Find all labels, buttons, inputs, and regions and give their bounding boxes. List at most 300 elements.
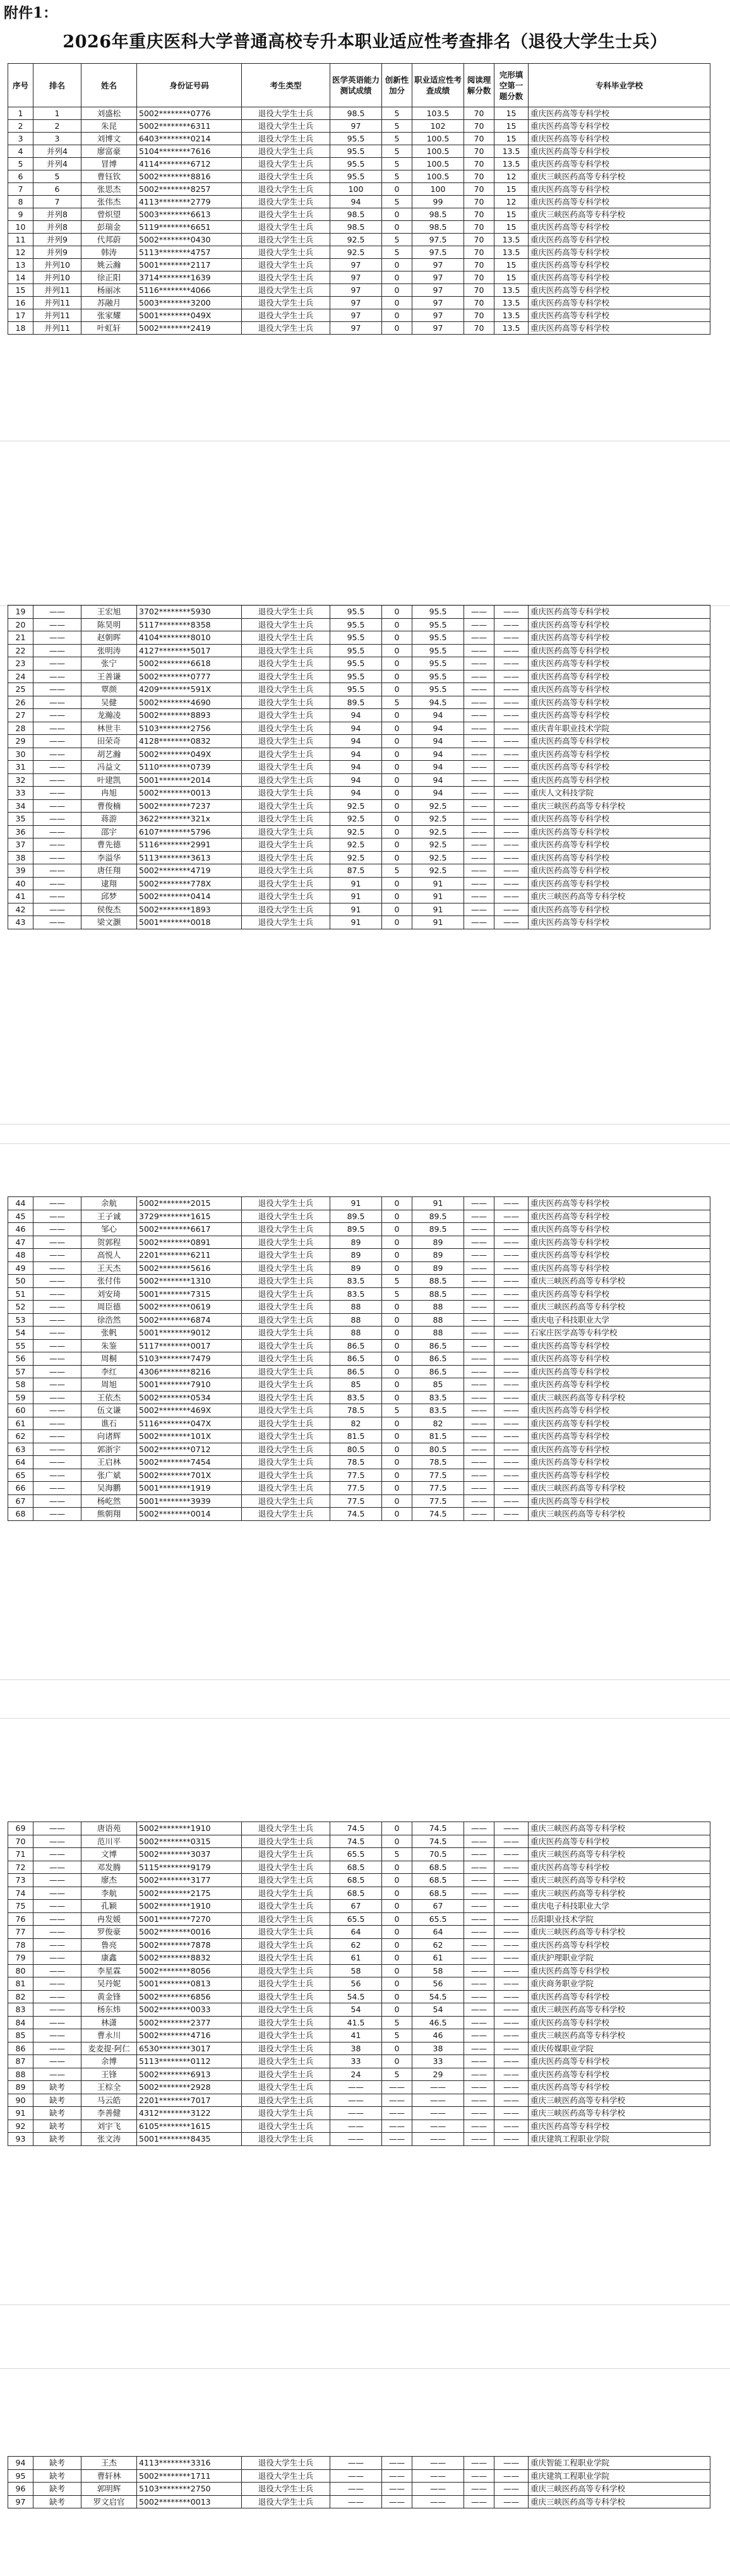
table-row: [8, 271, 710, 284]
table-cell: ——: [464, 1482, 494, 1495]
table-cell: ——: [33, 761, 81, 774]
table-cell: ——: [330, 2081, 382, 2094]
table-cell: 0: [382, 851, 412, 864]
table-cell: 15: [494, 221, 529, 234]
table-cell: ——: [494, 1301, 529, 1314]
table-cell: 重庆医药高等专科学校: [529, 1964, 710, 1977]
table-cell: 5002********8893: [137, 709, 242, 722]
table-cell: 86.5: [330, 1352, 382, 1366]
table-cell: 5104********7616: [137, 145, 242, 158]
table-cell: ——: [382, 2469, 412, 2483]
table-cell: 周旭: [81, 1378, 137, 1392]
table-cell: ——: [464, 877, 494, 890]
page-break: [0, 441, 730, 606]
table-cell: 重庆三峡医药高等专科学校: [529, 799, 710, 813]
table-row: [8, 1508, 710, 1521]
table-cell: 吴丹妮: [81, 1977, 137, 1991]
table-cell: 42: [8, 903, 33, 916]
table-cell: ——: [33, 864, 81, 878]
table-row: [8, 1365, 710, 1378]
table-cell: ——: [494, 2068, 529, 2081]
table-cell: 5115********9179: [137, 1861, 242, 1874]
table-cell: 70: [464, 322, 494, 335]
table-cell: 70: [464, 170, 494, 183]
table-row: [8, 1236, 710, 1249]
table-cell: 4104********8010: [137, 631, 242, 645]
table-cell: 5002********0013: [137, 2495, 242, 2508]
table-cell: 退役大学生士兵: [242, 644, 330, 657]
table-cell: 5002********3177: [137, 1874, 242, 1887]
table-cell: 94: [330, 748, 382, 761]
table-cell: 退役大学生士兵: [242, 309, 330, 322]
table-cell: 3702********5930: [137, 605, 242, 619]
table-cell: 70: [464, 284, 494, 297]
table-cell: 代邦蔚: [81, 234, 137, 246]
table-cell: 0: [382, 787, 412, 800]
table-cell: 33: [330, 2055, 382, 2068]
table-cell: 唐任翔: [81, 864, 137, 878]
table-cell: 5119********6651: [137, 221, 242, 234]
table-cell: 4306********8216: [137, 1365, 242, 1378]
table-cell: ——: [33, 1822, 81, 1835]
table-cell: 95.5: [330, 618, 382, 631]
table-cell: 5113********0112: [137, 2055, 242, 2068]
table-cell: 0: [382, 1912, 412, 1926]
table-row: [8, 761, 710, 774]
table-cell: 13.5: [494, 234, 529, 246]
table-cell: 重庆医药高等专科学校: [529, 246, 710, 259]
table-cell: 83.5: [412, 1391, 464, 1404]
table-cell: 退役大学生士兵: [242, 1404, 330, 1417]
table-cell: 88: [8, 2068, 33, 2081]
table-cell: ——: [494, 605, 529, 619]
table-cell: ——: [464, 2469, 494, 2483]
table-cell: 重庆医药高等专科学校: [529, 284, 710, 297]
table-cell: 0: [382, 825, 412, 838]
table-cell: 15: [8, 284, 33, 297]
table-cell: 5002********1910: [137, 1900, 242, 1913]
table-cell: 38: [8, 851, 33, 864]
table-row: [8, 183, 710, 196]
table-cell: 0: [382, 2003, 412, 2017]
table-cell: 韩涛: [81, 246, 137, 259]
table-cell: ——: [464, 1404, 494, 1417]
table-cell: 胡艺瀚: [81, 748, 137, 761]
table-cell: 25: [8, 683, 33, 696]
table-cell: ——: [382, 2120, 412, 2133]
table-row: [8, 196, 710, 208]
table-cell: 5: [382, 1275, 412, 1288]
table-cell: ——: [494, 1378, 529, 1392]
table-cell: 0: [382, 877, 412, 890]
table-cell: 91: [330, 916, 382, 929]
table-cell: 102: [412, 120, 464, 133]
table-cell: 6530********3017: [137, 2042, 242, 2055]
table-cell: 退役大学生士兵: [242, 1874, 330, 1887]
table-cell: ——: [494, 825, 529, 838]
table-cell: 59: [8, 1391, 33, 1404]
table-cell: 5: [382, 1848, 412, 1861]
table-cell: 4209********591X: [137, 683, 242, 696]
table-cell: 5103********2750: [137, 2483, 242, 2496]
table-cell: 退役大学生士兵: [242, 1494, 330, 1508]
table-cell: ——: [464, 644, 494, 657]
table-cell: 王宏旭: [81, 605, 137, 619]
ranking-table-page-2: [8, 605, 710, 929]
table-cell: 张广斌: [81, 1469, 137, 1482]
table-cell: 77.5: [330, 1469, 382, 1482]
table-cell: 叶建凯: [81, 773, 137, 787]
table-cell: 98.5: [412, 208, 464, 221]
table-cell: 退役大学生士兵: [242, 1391, 330, 1404]
table-cell: 曹永川: [81, 2029, 137, 2042]
page-title: 2026年重庆医科大学普通高校专升本职业适应性考查排名（退役大学生士兵）: [63, 32, 667, 52]
table-cell: 重庆医药高等专科学校: [529, 183, 710, 196]
table-cell: 5002********2015: [137, 1197, 242, 1210]
table-cell: 95.5: [412, 631, 464, 645]
table-row: [8, 1469, 710, 1482]
table-cell: 王棕全: [81, 2081, 137, 2094]
table-cell: ——: [494, 773, 529, 787]
table-cell: 0: [382, 773, 412, 787]
table-cell: 97: [412, 309, 464, 322]
table-cell: 12: [494, 170, 529, 183]
table-cell: 5002********0315: [137, 1835, 242, 1848]
table-cell: 退役大学生士兵: [242, 1287, 330, 1301]
table-cell: 重庆三峡医药高等专科学校: [529, 2483, 710, 2496]
table-cell: 44: [8, 1197, 33, 1210]
table-cell: 重庆三峡医药高等专科学校: [529, 1482, 710, 1495]
table-cell: 5003********3200: [137, 297, 242, 309]
table-cell: ——: [494, 1417, 529, 1430]
table-cell: 13.5: [494, 322, 529, 335]
table-cell: ——: [464, 1848, 494, 1861]
table-cell: 5001********9012: [137, 1327, 242, 1340]
table-cell: 重庆医药高等专科学校: [529, 1249, 710, 1262]
table-cell: 88: [412, 1327, 464, 1340]
table-cell: 退役大学生士兵: [242, 1482, 330, 1495]
table-cell: 100: [412, 183, 464, 196]
table-row: [8, 246, 710, 259]
table-cell: 70: [464, 297, 494, 309]
table-cell: ——: [33, 1952, 81, 1965]
table-cell: 81.5: [412, 1430, 464, 1443]
table-cell: 0: [382, 1391, 412, 1404]
table-cell: 重庆青年职业技术学院: [529, 722, 710, 735]
table-cell: 张伟杰: [81, 196, 137, 208]
table-cell: 22: [8, 644, 33, 657]
table-cell: 15: [494, 107, 529, 120]
table-cell: ——: [464, 2003, 494, 2017]
table-cell: 4113********3316: [137, 2457, 242, 2470]
table-cell: 退役大学生士兵: [242, 722, 330, 735]
table-cell: 5: [33, 170, 81, 183]
table-cell: 74.5: [330, 1508, 382, 1521]
table-cell: 0: [382, 1339, 412, 1352]
table-cell: 65.5: [412, 1912, 464, 1926]
table-cell: 赵朝晖: [81, 631, 137, 645]
table-cell: ——: [33, 890, 81, 903]
table-cell: 5002********7237: [137, 799, 242, 813]
table-cell: 6: [8, 170, 33, 183]
table-cell: 98.5: [412, 221, 464, 234]
table-cell: 13.5: [494, 145, 529, 158]
table-cell: 重庆医药高等专科学校: [529, 259, 710, 271]
table-cell: 5002********2928: [137, 2081, 242, 2094]
table-cell: 41: [8, 890, 33, 903]
table-row: [8, 2016, 710, 2029]
table-cell: ——: [412, 2081, 464, 2094]
table-cell: 重庆医药高等专科学校: [529, 1938, 710, 1952]
table-cell: 78.5: [330, 1404, 382, 1417]
table-cell: ——: [464, 2495, 494, 2508]
table-cell: 退役大学生士兵: [242, 1822, 330, 1835]
table-cell: 重庆三峡医药高等专科学校: [529, 1822, 710, 1835]
table-cell: 退役大学生士兵: [242, 1861, 330, 1874]
table-cell: 退役大学生士兵: [242, 221, 330, 234]
table-cell: ——: [494, 799, 529, 813]
table-cell: 39: [8, 864, 33, 878]
table-cell: ——: [464, 2483, 494, 2496]
table-cell: ——: [330, 2457, 382, 2470]
table-cell: 退役大学生士兵: [242, 1835, 330, 1848]
table-cell: 重庆医药高等专科学校: [529, 1990, 710, 2003]
table-cell: 彭瑞金: [81, 221, 137, 234]
table-cell: ——: [464, 916, 494, 929]
table-cell: ——: [464, 1417, 494, 1430]
table-cell: 退役大学生士兵: [242, 2133, 330, 2146]
table-cell: 逮翔: [81, 877, 137, 890]
table-cell: 86.5: [330, 1339, 382, 1352]
table-cell: 重庆医药高等专科学校: [529, 309, 710, 322]
table-cell: ——: [33, 631, 81, 645]
table-cell: 叶虹轩: [81, 322, 137, 335]
table-cell: ——: [464, 2094, 494, 2107]
table-cell: 5113********3613: [137, 851, 242, 864]
table-cell: 缺考: [33, 2107, 81, 2120]
table-cell: 0: [382, 1990, 412, 2003]
table-row: [8, 259, 710, 271]
table-cell: 3729********1615: [137, 1210, 242, 1223]
table-cell: ——: [494, 903, 529, 916]
table-cell: 65.5: [330, 1912, 382, 1926]
table-cell: 64: [8, 1456, 33, 1469]
table-cell: 重庆建筑工程职业学院: [529, 2133, 710, 2146]
table-row: [8, 2469, 710, 2483]
ranking-table-page-3: [8, 1196, 710, 1521]
table-cell: 80.5: [412, 1443, 464, 1456]
table-cell: 92.5: [330, 234, 382, 246]
table-cell: 35: [8, 813, 33, 826]
table-cell: 5002********0014: [137, 1508, 242, 1521]
table-cell: 重庆医药高等专科学校: [529, 735, 710, 748]
table-cell: 92.5: [330, 825, 382, 838]
table-cell: ——: [464, 1964, 494, 1977]
table-cell: 退役大学生士兵: [242, 825, 330, 838]
table-cell: 刘博文: [81, 133, 137, 145]
table-cell: 退役大学生士兵: [242, 605, 330, 619]
table-cell: 岳阳职业技术学院: [529, 1912, 710, 1926]
table-cell: 67: [8, 1494, 33, 1508]
table-cell: ——: [494, 1482, 529, 1495]
table-cell: ——: [494, 1327, 529, 1340]
table-cell: 退役大学生士兵: [242, 709, 330, 722]
table-cell: ——: [494, 2029, 529, 2042]
table-cell: 15: [494, 271, 529, 284]
table-cell: 徐浩然: [81, 1313, 137, 1327]
table-cell: 5002********0430: [137, 234, 242, 246]
table-cell: 0: [382, 1835, 412, 1848]
table-cell: 退役大学生士兵: [242, 799, 330, 813]
table-cell: 2201********7017: [137, 2094, 242, 2107]
table-cell: ——: [33, 1339, 81, 1352]
table-cell: 退役大学生士兵: [242, 2029, 330, 2042]
table-cell: 70: [464, 234, 494, 246]
table-cell: 94: [412, 748, 464, 761]
table-cell: ——: [494, 709, 529, 722]
table-cell: 66: [8, 1482, 33, 1495]
table-cell: 68.5: [330, 1861, 382, 1874]
table-cell: 1: [33, 107, 81, 120]
table-cell: 53: [8, 1313, 33, 1327]
table-cell: ——: [33, 916, 81, 929]
table-row: [8, 1494, 710, 1508]
table-cell: ——: [494, 1430, 529, 1443]
table-cell: ——: [494, 1887, 529, 1900]
table-cell: 91: [330, 877, 382, 890]
table-cell: 0: [382, 2055, 412, 2068]
table-cell: ——: [33, 670, 81, 683]
table-row: [8, 657, 710, 671]
table-cell: 0: [382, 259, 412, 271]
table-cell: 并列11: [33, 297, 81, 309]
table-row: [8, 158, 710, 170]
table-cell: 重庆医药高等专科学校: [529, 1835, 710, 1848]
table-cell: 并列10: [33, 259, 81, 271]
table-cell: 曹先德: [81, 838, 137, 852]
table-cell: 70.5: [412, 1848, 464, 1861]
table-cell: 退役大学生士兵: [242, 322, 330, 335]
table-cell: 5: [382, 196, 412, 208]
table-row: [8, 644, 710, 657]
table-cell: 83.5: [330, 1287, 382, 1301]
table-cell: 68.5: [412, 1861, 464, 1874]
table-cell: 68: [8, 1508, 33, 1521]
table-cell: 6403********0214: [137, 133, 242, 145]
table-cell: 0: [382, 618, 412, 631]
table-cell: 2: [33, 120, 81, 133]
table-cell: ——: [33, 877, 81, 890]
table-row: [8, 1249, 710, 1262]
table-cell: 91: [8, 2107, 33, 2120]
table-cell: 13.5: [494, 246, 529, 259]
table-cell: ——: [494, 2483, 529, 2496]
table-row: [8, 1378, 710, 1392]
table-cell: ——: [464, 799, 494, 813]
table-cell: 3622********321x: [137, 813, 242, 826]
table-cell: 退役大学生士兵: [242, 234, 330, 246]
table-cell: 退役大学生士兵: [242, 1301, 330, 1314]
table-row: [8, 2055, 710, 2068]
table-cell: 重庆医药高等专科学校: [529, 748, 710, 761]
table-cell: 85: [330, 1378, 382, 1392]
table-cell: 缺考: [33, 2457, 81, 2470]
table-cell: 95.5: [330, 133, 382, 145]
table-cell: 田荣奇: [81, 735, 137, 748]
table-cell: 27: [8, 709, 33, 722]
table-cell: 97: [412, 259, 464, 271]
table-cell: 77.5: [412, 1494, 464, 1508]
table-cell: ——: [494, 1287, 529, 1301]
table-cell: 重庆医药高等专科学校: [529, 877, 710, 890]
table-cell: ——: [494, 1249, 529, 1262]
table-row: [8, 2457, 710, 2470]
table-cell: 68.5: [412, 1874, 464, 1887]
table-cell: 梁文灏: [81, 916, 137, 929]
table-cell: 5002********8257: [137, 183, 242, 196]
table-cell: 82: [8, 1990, 33, 2003]
table-cell: 70: [464, 246, 494, 259]
table-row: [8, 1430, 710, 1443]
table-cell: 退役大学生士兵: [242, 1912, 330, 1926]
table-cell: 退役大学生士兵: [242, 1456, 330, 1469]
table-cell: 杨屹然: [81, 1494, 137, 1508]
table-cell: 13.5: [494, 158, 529, 170]
table-cell: 范川平: [81, 1835, 137, 1848]
table-cell: 退役大学生士兵: [242, 183, 330, 196]
table-row: [8, 1339, 710, 1352]
table-cell: 缺考: [33, 2094, 81, 2107]
table-cell: ——: [494, 618, 529, 631]
table-cell: ——: [494, 851, 529, 864]
table-cell: ——: [33, 657, 81, 671]
table-cell: 退役大学生士兵: [242, 787, 330, 800]
attachment-label: 附件1：: [4, 4, 58, 21]
table-cell: 74.5: [412, 1508, 464, 1521]
table-cell: 退役大学生士兵: [242, 145, 330, 158]
table-cell: ——: [412, 2469, 464, 2483]
table-cell: 95.5: [412, 605, 464, 619]
table-cell: 吴海鹏: [81, 1482, 137, 1495]
table-cell: 0: [382, 271, 412, 284]
table-cell: ——: [494, 670, 529, 683]
table-row: [8, 1197, 710, 1210]
table-cell: 缺考: [33, 2081, 81, 2094]
table-cell: ——: [33, 1964, 81, 1977]
table-cell: 0: [382, 1482, 412, 1495]
table-cell: ——: [494, 1223, 529, 1236]
table-cell: 86.5: [330, 1365, 382, 1378]
table-cell: 张帆: [81, 1327, 137, 1340]
table-cell: 24: [8, 670, 33, 683]
table-cell: 89: [412, 1261, 464, 1275]
table-cell: 61: [330, 1952, 382, 1965]
table-cell: 5: [382, 133, 412, 145]
table-cell: ——: [33, 1417, 81, 1430]
table-cell: 38: [412, 2042, 464, 2055]
table-cell: ——: [494, 1835, 529, 1848]
column-header: 完形填空第一题分数: [494, 64, 529, 107]
table-row: [8, 2094, 710, 2107]
table-cell: 97: [412, 284, 464, 297]
table-cell: 83.5: [330, 1275, 382, 1288]
table-cell: 56: [412, 1977, 464, 1991]
table-cell: ——: [382, 2107, 412, 2120]
table-cell: 5002********8056: [137, 1964, 242, 1977]
table-cell: 重庆医药高等专科学校: [529, 851, 710, 864]
table-row: [8, 1404, 710, 1417]
table-cell: 5002********1910: [137, 1822, 242, 1835]
